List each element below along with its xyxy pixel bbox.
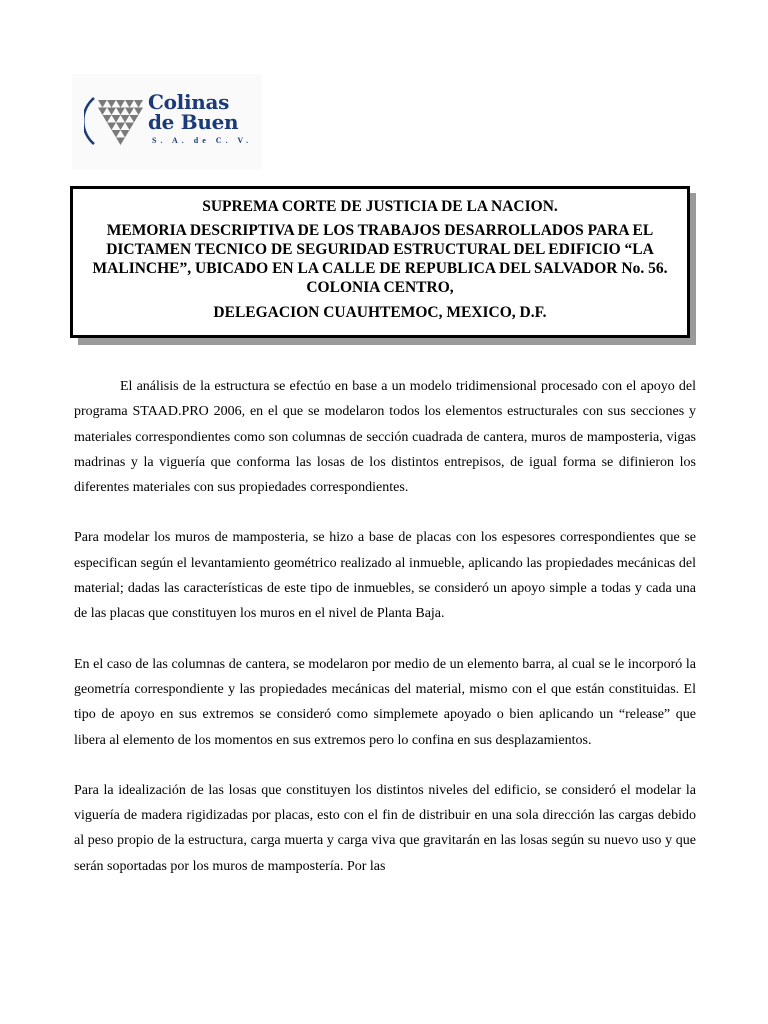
logo-triangle [103,115,112,123]
logo-triangle [134,100,143,108]
logo-wordmark [148,92,238,132]
logo-triangle [116,108,125,116]
logo-triangle [112,115,121,123]
paragraph: Para la idealización de las losas que constituyen los distintos niveles del edificio, se consideró el modelar la viguería de madera rigidizadas por placas, esto con el fin de distribuir en una sola dirección las cargas debido al peso propio de la estructura, carga muerta y carga viva que gravitarán en las losas según su nuevo uso y que serán soportadas por los muros de mampostería. Por las [74,782,696,874]
logo-name-line1: Colinas [148,90,230,114]
logo-triangle [121,115,130,123]
paragraph: En el caso de las columnas de cantera, se modelaron por medio de un elemento barra, al cual se le incorporó la geometría correspondiente y las propiedades mecánicas del material, mismo con el que están constituidas. El tipo de apoyo en sus extremos se consideró como simplemete apoyado o bien aplicando un “release” que libera al elemento de los momentos en sus extremos pero lo confina en sus desplazamientos. [74,656,696,748]
logo-name-line2: de Buen [148,110,239,134]
logo-triangle [107,100,116,108]
title-box [70,186,690,338]
logo-triangle [112,130,121,138]
triangle-mosaic-icon [84,90,146,152]
title-line-3: DELEGACION CUAUHTEMOC, MEXICO, D.F. [213,304,547,321]
logo-triangle [125,100,134,108]
logo-triangle [116,100,125,108]
logo-triangle [107,108,116,116]
company-logo [72,74,262,170]
logo-triangle [125,108,134,116]
paragraph: El análisis de la estructura se efectúo en base a un modelo tridimensional procesado con el apoyo del programa STAAD.PRO 2006, en el que se modelaron todos los elementos estructurales con sus secciones y materiales correspondientes como son columnas de sección cuadrada de cantera, muros de mamposteria, vigas madrinas y la viguería que conforma las losas de los distintos entrepisos, de igual forma se difinieron los diferentes materiales con sus propiedades correspondientes. [74,379,696,496]
title-line-2: MEMORIA DESCRIPTIVA DE LOS TRABAJOS DESARROLLADOS PARA EL DICTAMEN TECNICO DE SEGURIDAD ESTRUCTURAL DEL EDIFICIO “LA MALINCHE”, UBICADO EN LA CALLE DE REPUBLICA DEL SALVADOR No. 56. COLONIA CENTRO, [92,222,668,296]
body-text [74,374,696,904]
logo-triangle [107,123,116,131]
logo-triangle [125,123,134,131]
logo-triangle [116,123,125,131]
title-line-1: SUPREMA CORTE DE JUSTICIA DE LA NACION. [202,198,558,215]
logo-triangle [116,138,125,146]
logo-triangle [98,100,107,108]
logo-triangle [98,108,107,116]
logo-subtitle: S. A. de C. V. [152,136,253,145]
paragraph: Para modelar los muros de mamposteria, se hizo a base de placas con los espesores correspondientes que se especifican según el levantamiento geométrico realizado al inmueble, aplicando las propiedades mecánicas del material; dadas las características de este tipo de inmuebles, se consideró un apoyo simple a todas y cada una de las placas que constituyen los muros en el nivel de Planta Baja. [74,530,696,622]
logo-triangle [130,115,139,123]
logo-triangle [134,108,143,116]
logo-triangle [121,130,130,138]
